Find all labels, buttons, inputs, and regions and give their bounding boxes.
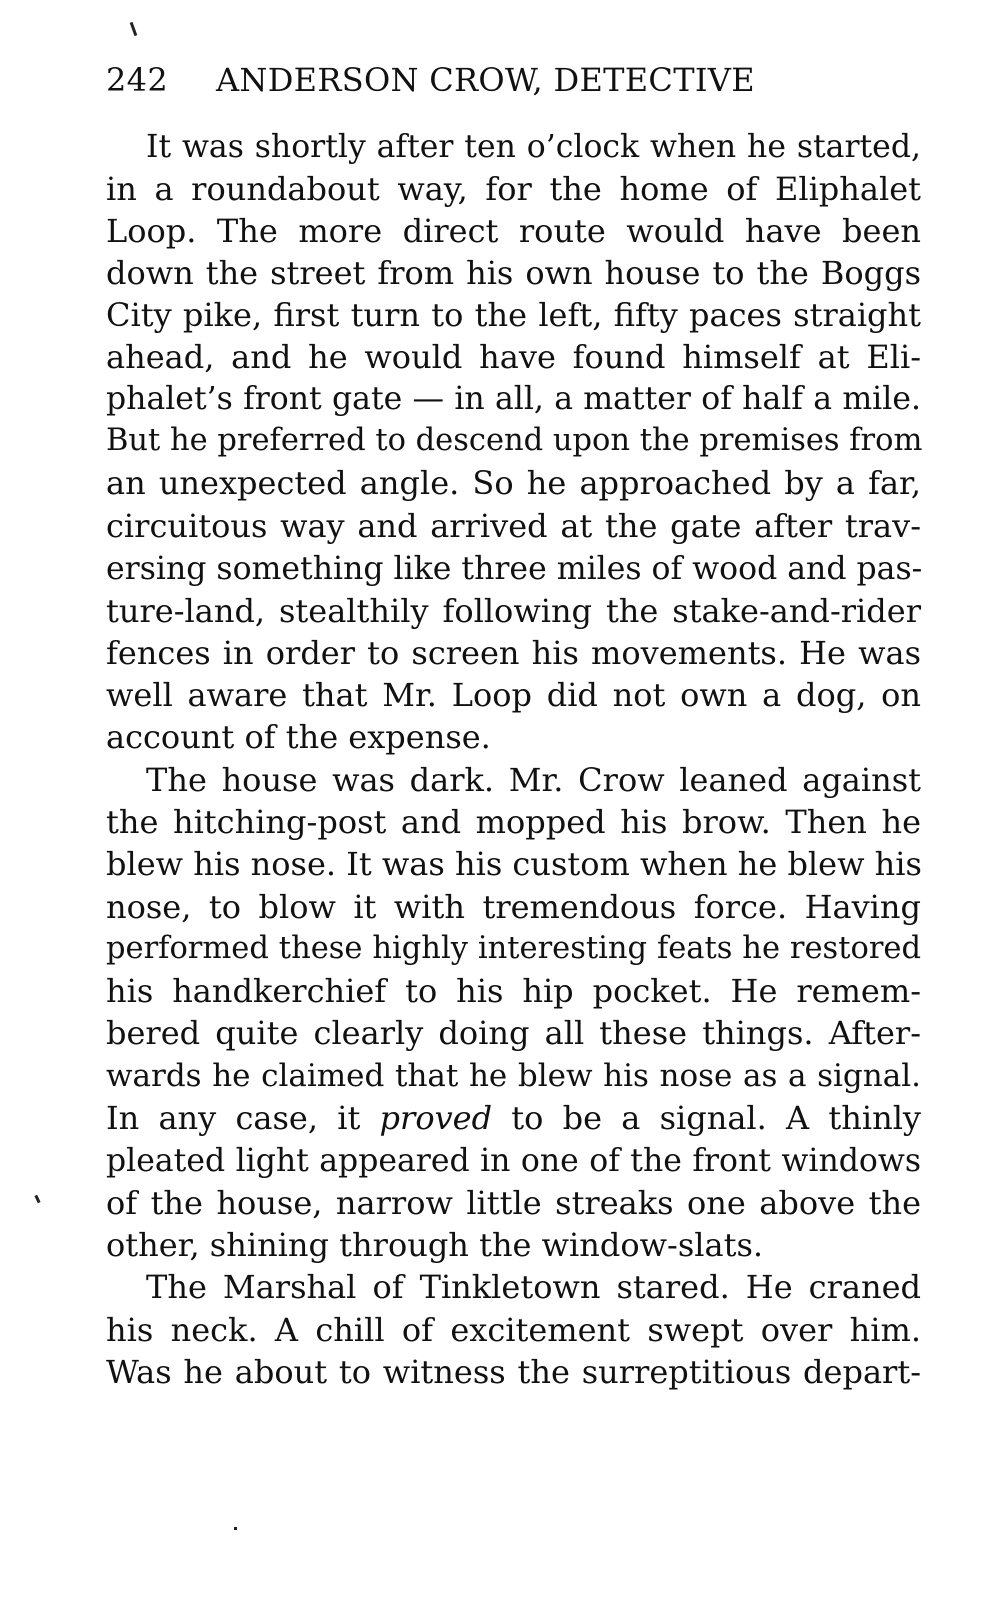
text-line: nose, to blow it with tremendous force. Having [106, 888, 921, 926]
scan-speck [34, 1195, 40, 1204]
text-line: ture-land, stealthily following the stake-and-rider [106, 592, 921, 630]
text-line: pleated light appeared in one of the front windows [106, 1143, 921, 1179]
text-line: ersing something like three miles of wood and pas- [106, 551, 923, 587]
page-number: 242 [106, 61, 168, 99]
text-line: The Marshal of Tinkletown stared. He craned [146, 1268, 921, 1306]
text-line: performed these highly interesting feats he restored [106, 931, 921, 966]
text-line: phalet’s front gate — in all, a matter of half a mile. [106, 381, 921, 417]
text-line: circuitous way and arrived at the gate after trav- [106, 507, 921, 545]
text-line: wards he claimed that he blew his nose as a signal. [106, 1058, 921, 1094]
running-head [106, 58, 826, 102]
text-line: the hitching-post and mopped his brow. Then he [106, 803, 921, 841]
text-line: bered quite clearly doing all these things. After- [106, 1014, 921, 1052]
scan-speck [234, 1527, 237, 1530]
text-line: well aware that Mr. Loop did not own a dog, on [106, 676, 921, 714]
text-line-with-italic [106, 1097, 921, 1139]
text-line: It was shortly after ten o’clock when he started, [146, 129, 921, 165]
text-line: ahead, and he would have found himself at Eli- [106, 338, 921, 376]
text-run: In any case, it [106, 1099, 380, 1137]
text-line: The house was dark. Mr. Crow leaned against [146, 761, 921, 799]
running-head-title: ANDERSON CROW, DETECTIVE [216, 61, 755, 99]
text-line: his handkerchief to his hip pocket. He remem- [106, 972, 921, 1010]
text-line: But he preferred to descend upon the premises from [106, 423, 923, 458]
text-line: Was he about to witness the surreptitious depart- [106, 1353, 921, 1391]
text-line: down the street from his own house to the Boggs [106, 254, 921, 292]
text-line: blew his nose. It was his custom when he blew his [106, 845, 922, 883]
text-line: fences in order to screen his movements. He was [106, 634, 921, 672]
italic-word: proved [379, 1099, 493, 1137]
text-line: City pike, first turn to the left, fifty paces straight [106, 296, 921, 334]
text-line: in a roundabout way, for the home of Eliphalet [106, 170, 921, 208]
scan-speck [130, 22, 138, 36]
text-line: other, shining through the window-slats. [106, 1226, 764, 1264]
text-run: to be a signal. A thinly [492, 1099, 922, 1137]
text-line: Loop. The more direct route would have been [106, 212, 921, 250]
text-line: an unexpected angle. So he approached by a far, [106, 464, 921, 502]
text-line: of the house, narrow little streaks one above the [106, 1184, 921, 1222]
text-line: his neck. A chill of excitement swept over him. [106, 1311, 921, 1349]
text-line: account of the expense. [106, 718, 491, 756]
